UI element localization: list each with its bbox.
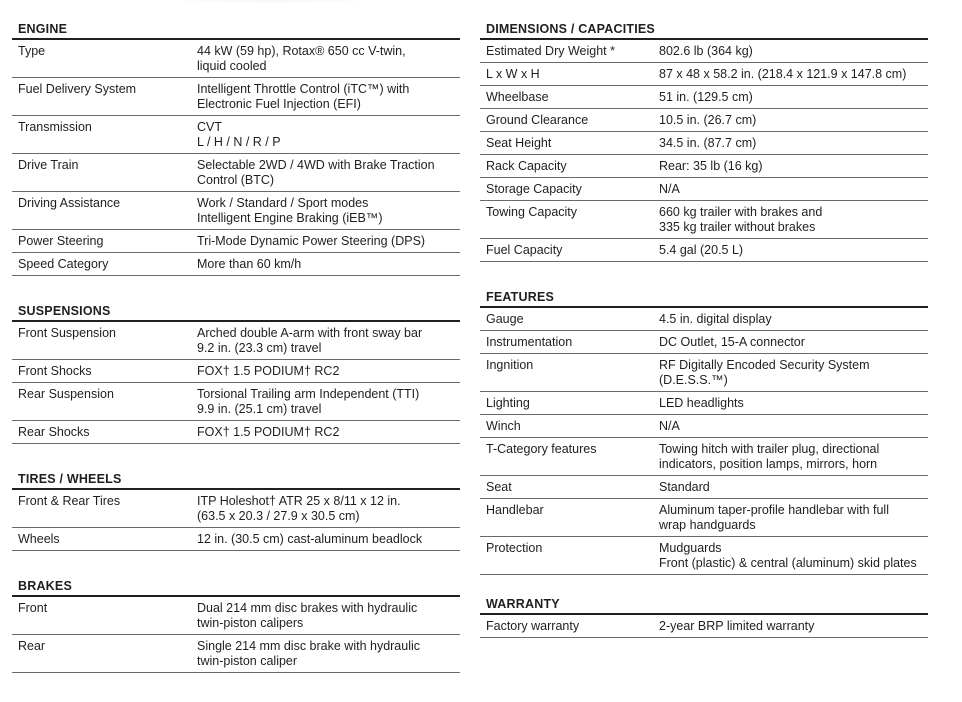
spec-row <box>480 615 928 638</box>
spec-label: Fuel Capacity <box>486 243 563 257</box>
features-title: FEATURES <box>480 288 928 308</box>
spec-row <box>12 383 460 421</box>
brakes-section <box>12 577 460 673</box>
spec-label: Estimated Dry Weight * <box>486 44 615 58</box>
spec-value: CVT L / H / N / R / P <box>197 120 281 149</box>
spec-row <box>480 178 928 201</box>
spec-value: Single 214 mm disc brake with hydraulic twin-piston caliper <box>197 639 421 668</box>
left-column <box>12 20 460 673</box>
spec-row <box>12 253 460 276</box>
spec-label: Rear Suspension <box>18 387 114 401</box>
spec-value: N/A <box>659 419 680 433</box>
tires-title: TIRES / WHEELS <box>12 470 460 490</box>
spec-value: 87 x 48 x 58.2 in. (218.4 x 121.9 x 147.8 cm) <box>659 67 907 81</box>
spec-label: T-Category features <box>486 442 597 456</box>
spec-label: Storage Capacity <box>486 182 582 196</box>
spec-label: Instrumentation <box>486 335 573 349</box>
spec-label: Wheels <box>18 532 60 546</box>
spec-value: FOX† 1.5 PODIUM† RC2 <box>197 425 340 439</box>
spec-row <box>12 192 460 230</box>
spec-label: Ground Clearance <box>486 113 589 127</box>
spec-label: Seat Height <box>486 136 552 150</box>
spec-value: Intelligent Throttle Control (iTC™) with Electronic Fuel Injection (EFI) <box>197 82 410 111</box>
spec-value: More than 60 km/h <box>197 257 302 271</box>
spec-value: 5.4 gal (20.5 L) <box>659 243 744 257</box>
warranty-section <box>480 595 928 638</box>
spec-label: Front Suspension <box>18 326 116 340</box>
spec-label: Rear Shocks <box>18 425 90 439</box>
spec-row <box>12 597 460 635</box>
spec-label: Type <box>18 44 46 58</box>
spec-value: Torsional Trailing arm Independent (TTI) 9.9 in. (25.1 cm) travel <box>197 387 420 416</box>
spec-value: Work / Standard / Sport modes Intelligent Engine Braking (iEB™) <box>197 196 383 225</box>
spec-label: Front Shocks <box>18 364 92 378</box>
spec-value: 10.5 in. (26.7 cm) <box>659 113 757 127</box>
spec-row <box>12 360 460 383</box>
spec-row <box>12 154 460 192</box>
spec-row <box>12 78 460 116</box>
spec-value: LED headlights <box>659 396 744 410</box>
spec-value: 12 in. (30.5 cm) cast-aluminum beadlock <box>197 532 423 546</box>
spec-value: 34.5 in. (87.7 cm) <box>659 136 757 150</box>
spec-row <box>480 155 928 178</box>
spec-value: Rear: 35 lb (16 kg) <box>659 159 763 173</box>
spec-row <box>480 109 928 132</box>
spec-value: ITP Holeshot† ATR 25 x 8/11 x 12 in. (63.5 x 20.3 / 27.9 x 30.5 cm) <box>197 494 401 523</box>
spec-row <box>480 499 928 537</box>
top-shadow <box>120 0 420 4</box>
spec-value: DC Outlet, 15-A connector <box>659 335 805 349</box>
spec-value: 51 in. (129.5 cm) <box>659 90 753 104</box>
warranty-title: WARRANTY <box>480 595 928 615</box>
spec-label: Protection <box>486 541 543 555</box>
brakes-title: BRAKES <box>12 577 460 597</box>
spec-value: Tri-Mode Dynamic Power Steering (DPS) <box>197 234 426 248</box>
suspensions-section <box>12 302 460 444</box>
spec-value: 4.5 in. digital display <box>659 312 772 326</box>
spec-label: Gauge <box>486 312 524 326</box>
spec-row <box>480 63 928 86</box>
spec-row <box>12 116 460 154</box>
spec-row <box>12 490 460 528</box>
tires-section <box>12 470 460 551</box>
spec-row <box>480 415 928 438</box>
dimensions-section <box>480 20 928 262</box>
spec-row <box>480 354 928 392</box>
spec-row <box>480 392 928 415</box>
spec-value: 660 kg trailer with brakes and 335 kg trailer without brakes <box>659 205 823 234</box>
spec-label: Driving Assistance <box>18 196 121 210</box>
spec-row <box>480 308 928 331</box>
spec-value: FOX† 1.5 PODIUM† RC2 <box>197 364 340 378</box>
spec-value: Towing hitch with trailer plug, directional indicators, position lamps, mirrors, horn <box>659 442 880 471</box>
spec-row <box>480 40 928 63</box>
spec-row <box>480 438 928 476</box>
spec-label: Wheelbase <box>486 90 549 104</box>
spec-value: 44 kW (59 hp), Rotax® 650 cc V-twin, liquid cooled <box>197 44 406 73</box>
spec-row <box>480 331 928 354</box>
spec-row <box>12 635 460 673</box>
spec-label: Drive Train <box>18 158 79 172</box>
spec-value: Dual 214 mm disc brakes with hydraulic twin-piston calipers <box>197 601 418 630</box>
engine-title: ENGINE <box>12 20 460 40</box>
spec-row <box>480 201 928 239</box>
spec-row <box>12 322 460 360</box>
spec-value: 2-year BRP limited warranty <box>659 619 815 633</box>
spec-value: RF Digitally Encoded Security System (D.E.S.S.™) <box>659 358 870 387</box>
spec-row <box>480 537 928 575</box>
spec-value: Aluminum taper-profile handlebar with full wrap handguards <box>659 503 889 532</box>
spec-value: Standard <box>659 480 710 494</box>
dimensions-title: DIMENSIONS / CAPACITIES <box>480 20 928 40</box>
spec-label: Power Steering <box>18 234 104 248</box>
spec-label: Rack Capacity <box>486 159 567 173</box>
spec-label: Ingnition <box>486 358 534 372</box>
spec-label: Rear <box>18 639 46 653</box>
features-section <box>480 288 928 575</box>
spec-label: Seat <box>486 480 512 494</box>
spec-row <box>480 476 928 499</box>
spec-label: L x W x H <box>486 67 540 81</box>
spec-row <box>480 86 928 109</box>
spec-label: Lighting <box>486 396 530 410</box>
spec-value: Mudguards Front (plastic) & central (aluminum) skid plates <box>659 541 917 570</box>
spec-label: Winch <box>486 419 521 433</box>
spec-label: Front <box>18 601 48 615</box>
spec-row <box>12 421 460 444</box>
engine-section <box>12 20 460 276</box>
spec-label: Towing Capacity <box>486 205 578 219</box>
spec-label: Transmission <box>18 120 92 134</box>
spec-label: Fuel Delivery System <box>18 82 137 96</box>
spec-row <box>12 528 460 551</box>
suspensions-title: SUSPENSIONS <box>12 302 460 322</box>
spec-value: Arched double A-arm with front sway bar 9.2 in. (23.3 cm) travel <box>197 326 423 355</box>
spec-row <box>480 239 928 262</box>
spec-label: Handlebar <box>486 503 544 517</box>
spec-row <box>12 40 460 78</box>
spec-value: Selectable 2WD / 4WD with Brake Traction Control (BTC) <box>197 158 435 187</box>
spec-value: 802.6 lb (364 kg) <box>659 44 753 58</box>
spec-label: Speed Category <box>18 257 109 271</box>
spec-row <box>480 132 928 155</box>
spec-label: Factory warranty <box>486 619 580 633</box>
right-column <box>480 20 928 638</box>
spec-label: Front & Rear Tires <box>18 494 121 508</box>
spec-row <box>12 230 460 253</box>
spec-value: N/A <box>659 182 680 196</box>
